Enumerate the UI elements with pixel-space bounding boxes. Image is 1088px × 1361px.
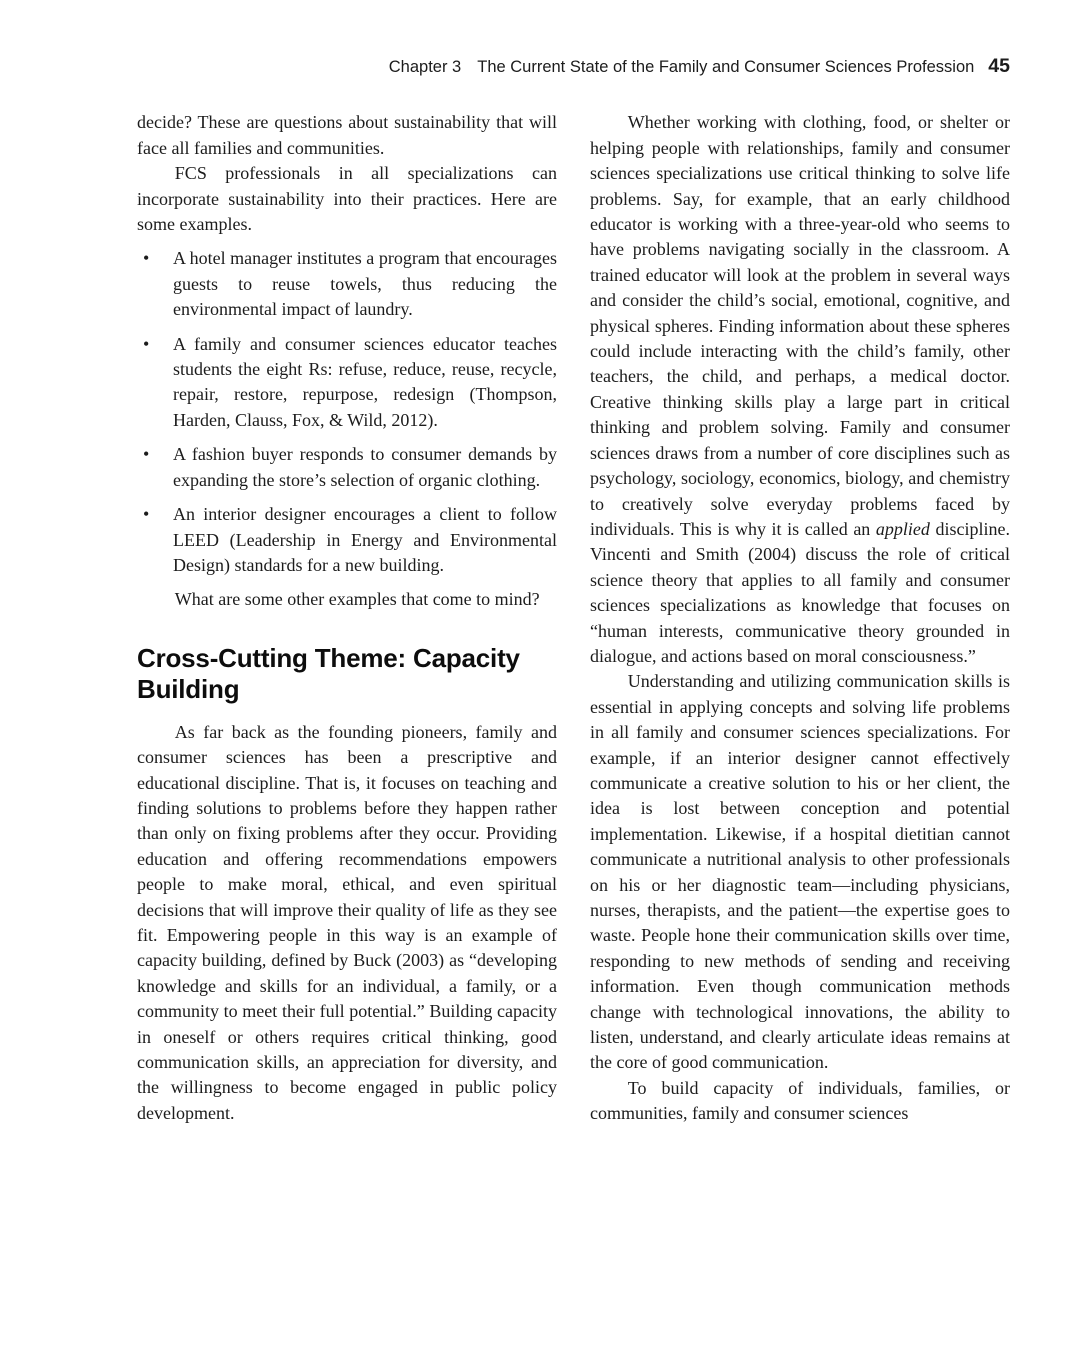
bullet-list-item xyxy=(137,332,557,434)
bullet-icon: • xyxy=(143,248,150,269)
bullet-text: A family and consumer sciences educator teaches students the eight Rs: refuse, reduce, reuse, recycle, repair, restore, repurpose, redesign (Thompson, Harden, Clauss, Fox, & Wild, 2012). xyxy=(173,333,557,430)
running-header xyxy=(137,54,1010,80)
running-title: The Current State of the Family and Consumer Sciences Profession xyxy=(477,58,975,76)
chapter-label: Chapter 3 xyxy=(388,58,462,76)
bullet-list-item xyxy=(137,442,557,493)
right-column xyxy=(590,110,1010,1126)
page-number: 45 xyxy=(988,55,1010,77)
italic-term: applied xyxy=(875,518,930,539)
paragraph-critical-thinking xyxy=(590,110,1010,669)
bullet-list-item xyxy=(137,502,557,578)
bullet-text: An interior designer encourages a client to follow LEED (Leadership in Energy and Environmental Design) standards for a new building. xyxy=(173,504,557,575)
two-column-layout xyxy=(137,110,1010,1126)
bullet-list-item xyxy=(137,246,557,322)
section-heading: Cross-Cutting Theme: Capacity Building xyxy=(137,642,520,704)
paragraph-question: What are some other examples that come to mind? xyxy=(174,589,540,610)
bullet-icon: • xyxy=(143,333,150,354)
bullet-list xyxy=(137,246,557,578)
paragraph-capacity: As far back as the founding pioneers, family and consumer sciences has been a prescriptive and educational discipline. That is, it focuses on teaching and finding solutions to problems before they happen rather than only on fixing problems after they occur. Providing education and offering recommendations empowers people to make moral, ethical, and even spiritual decisions that will improve their quality of life as they see fit. Empowering people in this way is an example of capacity building, defined by Buck (2003) as “developing knowledge and skills for an individual, a family, or a community to meet their full potential.” Building capacity in oneself or others requires critical thinking, good communication skills, an appreciation for diversity, and the willingness to become engaged in public policy development. xyxy=(137,721,557,1123)
bullet-text: A fashion buyer responds to consumer demands by expanding the store’s selection of organic clothing. xyxy=(173,444,557,490)
bullet-text: A hotel manager institutes a program that encourages guests to reuse towels, thus reducing the environmental impact of laundry. xyxy=(173,248,557,320)
paragraph-text: Whether working with clothing, food, or shelter or helping people with relationships, family and consumer sciences specializations use critical thinking to solve life problems. Say, for example, that an early childhood educator is working with a three-year-old who seems to have problems navigating socially in the classroom. A trained educator will look at the problem in several ways and consider the child’s social, emotional, cognitive, and physical spheres. Finding information about these spheres could include interacting with the child’s family, other teachers, the child, and perhaps, a medical doctor. Creative thinking skills play a large part in critical thinking and problem solving. Family and consumer sciences draws from a number of core disciplines such as psychology, sociology, economics, biology, and chemistry to creatively solve everyday problems faced by individuals. This is why it is called an xyxy=(590,112,1010,539)
paragraph-intro: FCS professionals in all specializations can incorporate sustainability into their practices. Here are some examples. xyxy=(137,163,557,235)
paragraph-build-capacity: To build capacity of individuals, families, or communities, family and consumer sciences xyxy=(590,1077,1010,1124)
left-column xyxy=(137,110,557,1126)
paragraph-continuation: decide? These are questions about sustainability that will face all families and communities. xyxy=(137,112,557,158)
bullet-icon: • xyxy=(143,444,150,465)
paragraph-communication: Understanding and utilizing communication skills is essential in applying concepts and solving life problems in all family and consumer sciences specializations. For example, if an interior designer cannot effectively communicate a creative solution to his or her client, the idea is lost between conception and potential implementation. Likewise, if a hospital dietitian cannot communicate a nutritional analysis to other professionals on his or her diagnostic team—including physicians, nurses, therapists, and the patient—the expertise goes to waste. People hone their communication skills over time, responding to new methods of sending and receiving information. Even though communication methods change with technological innovations, the ability to listen, understand, and clearly articulate ideas remains at the core of good communication. xyxy=(590,671,1010,1073)
paragraph-text: discipline. Vincenti and Smith (2004) discuss the role of critical science theory that applies to all family and consumer sciences specializations as knowledge that focuses on “human interests, communicative theory grounded in dialogue, and actions based on moral consciousness.” xyxy=(590,518,1010,666)
bullet-icon: • xyxy=(143,504,150,525)
